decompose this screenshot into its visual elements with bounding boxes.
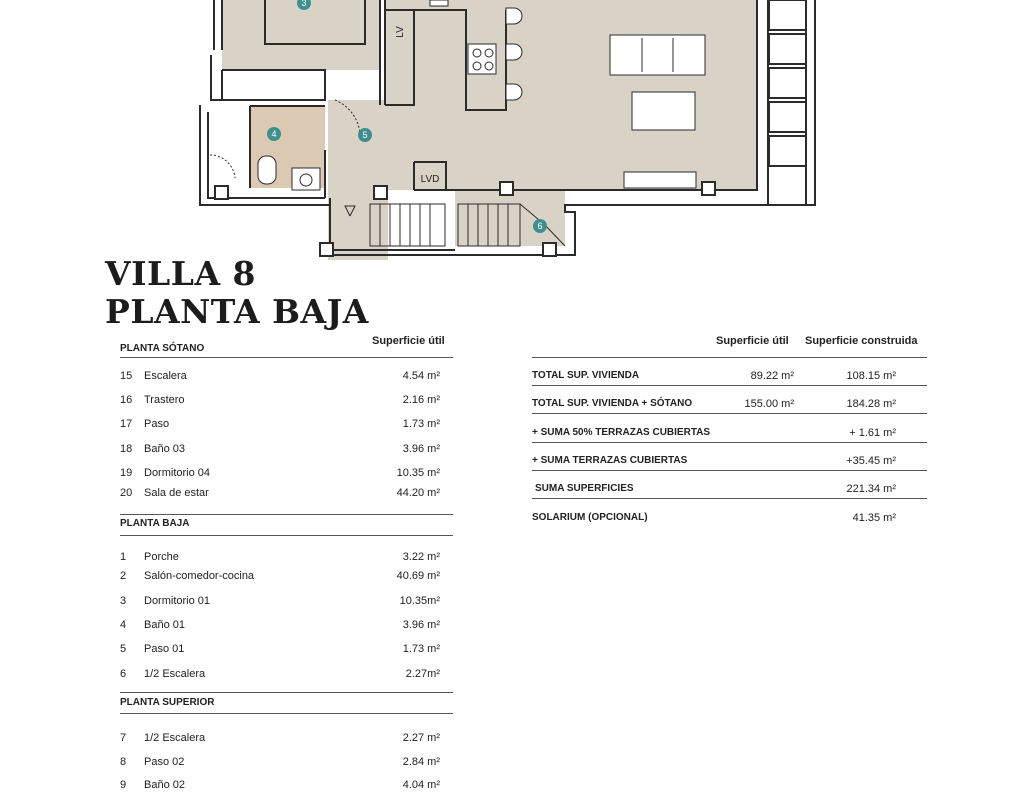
row-room: Paso <box>144 418 170 430</box>
row-number: 9 <box>120 779 127 791</box>
summary-construida: 221.34 m² <box>846 483 896 495</box>
row-area: 2.84 m² <box>402 756 440 768</box>
summary-label: SUMA SUPERFICIES <box>535 483 634 494</box>
row-area: 3.22 m² <box>402 551 440 563</box>
summary-construida: +35.45 m² <box>846 455 896 467</box>
row-room: Porche <box>144 551 179 563</box>
row-area: 10.35 m² <box>396 467 440 479</box>
section-title-superior: PLANTA SUPERIOR <box>120 697 215 708</box>
section-title-sotano: PLANTA SÓTANO <box>120 343 205 354</box>
row-area: 44.20 m² <box>396 487 440 499</box>
divider <box>120 692 453 693</box>
table-row <box>120 394 440 408</box>
table-row <box>120 370 440 384</box>
summary-label: SOLARIUM (OPCIONAL) <box>532 512 648 523</box>
row-number: 1 <box>120 551 127 563</box>
summary-row <box>532 455 927 469</box>
table-row <box>120 443 440 457</box>
row-number: 4 <box>120 619 127 631</box>
row-area: 4.54 m² <box>402 370 440 382</box>
row-room: Salón-comedor-cocina <box>144 570 255 582</box>
table-row <box>120 732 440 746</box>
summary-row <box>532 512 927 526</box>
table-row <box>120 595 440 609</box>
table-row <box>120 467 440 481</box>
left-col-header: Superficie útil <box>372 335 445 347</box>
row-number: 19 <box>120 467 133 479</box>
summary-label: TOTAL SUP. VIVIENDA + SÓTANO <box>532 398 693 409</box>
row-number: 8 <box>120 756 127 768</box>
row-number: 2 <box>120 570 127 582</box>
row-number: 20 <box>120 487 133 499</box>
summary-col-util: Superficie útil <box>716 335 789 347</box>
summary-label: + SUMA 50% TERRAZAS CUBIERTAS <box>532 427 711 438</box>
plan-label-lvd: LVD <box>420 174 440 185</box>
table-row <box>120 756 440 770</box>
row-room: Baño 02 <box>144 779 185 791</box>
summary-util: 89.22 m² <box>750 370 794 382</box>
summary-row <box>532 398 927 412</box>
divider <box>532 442 927 443</box>
row-area: 10.35m² <box>399 595 440 607</box>
row-number: 16 <box>120 394 133 406</box>
table-row <box>120 487 440 501</box>
row-number: 15 <box>120 370 133 382</box>
row-room: Baño 01 <box>144 619 185 631</box>
page-title-villa: VILLA 8 <box>105 254 257 293</box>
floor-area-bedroom <box>222 0 380 70</box>
divider <box>120 535 453 536</box>
row-number: 7 <box>120 732 127 744</box>
row-room: Baño 03 <box>144 443 185 455</box>
row-room: Dormitorio 01 <box>144 595 211 607</box>
page-title-floor: PLANTA BAJA <box>105 292 369 331</box>
table-row <box>120 570 440 584</box>
floor-area-hall <box>328 100 388 260</box>
summary-construida: 108.15 m² <box>846 370 896 382</box>
plan-marker-6: 6 <box>537 221 543 231</box>
table-row <box>120 643 440 657</box>
table-row <box>120 418 440 432</box>
plan-marker-3: 3 <box>301 0 307 8</box>
row-room: Paso 02 <box>144 756 185 768</box>
floor-plan <box>0 0 1024 262</box>
summary-row <box>532 483 927 497</box>
plan-marker-4: 4 <box>271 129 277 139</box>
row-number: 17 <box>120 418 133 430</box>
summary-row <box>532 427 927 441</box>
divider <box>120 514 453 515</box>
summary-util: 155.00 m² <box>744 398 794 410</box>
divider <box>532 498 927 499</box>
summary-construida: + 1.61 m² <box>849 427 896 439</box>
row-area: 3.96 m² <box>402 619 440 631</box>
row-room: Trastero <box>144 394 185 406</box>
row-number: 18 <box>120 443 133 455</box>
row-number: 5 <box>120 643 127 655</box>
plan-label-lv: LV <box>395 26 406 38</box>
row-room: Paso 01 <box>144 643 185 655</box>
summary-construida: 184.28 m² <box>846 398 896 410</box>
row-area: 2.27m² <box>405 668 440 680</box>
row-number: 3 <box>120 595 127 607</box>
row-area: 3.96 m² <box>402 443 440 455</box>
row-room: Sala de estar <box>144 487 209 499</box>
divider <box>532 357 927 358</box>
divider <box>532 470 927 471</box>
row-room: 1/2 Escalera <box>144 668 206 680</box>
row-room: Escalera <box>144 370 187 382</box>
table-row <box>120 619 440 633</box>
row-area: 1.73 m² <box>402 643 440 655</box>
summary-label: + SUMA TERRAZAS CUBIERTAS <box>532 455 688 466</box>
divider <box>120 713 453 714</box>
plan-marker-5: 5 <box>362 130 368 140</box>
divider <box>120 357 453 358</box>
divider <box>532 413 927 414</box>
row-area: 1.73 m² <box>402 418 440 430</box>
floor-area-stair-landing <box>455 190 565 246</box>
summary-construida: 41.35 m² <box>852 512 896 524</box>
table-row <box>120 779 440 793</box>
summary-col-construida: Superficie construida <box>805 335 918 347</box>
row-area: 2.27 m² <box>402 732 440 744</box>
row-room: 1/2 Escalera <box>144 732 206 744</box>
divider <box>532 385 927 386</box>
row-area: 4.04 m² <box>402 779 440 791</box>
table-row <box>120 668 440 682</box>
row-area: 2.16 m² <box>402 394 440 406</box>
section-title-baja: PLANTA BAJA <box>120 518 190 529</box>
row-number: 6 <box>120 668 127 680</box>
summary-label: TOTAL SUP. VIVIENDA <box>532 370 640 381</box>
summary-row <box>532 370 927 384</box>
row-area: 40.69 m² <box>396 570 440 582</box>
table-row <box>120 551 440 565</box>
row-room: Dormitorio 04 <box>144 467 211 479</box>
